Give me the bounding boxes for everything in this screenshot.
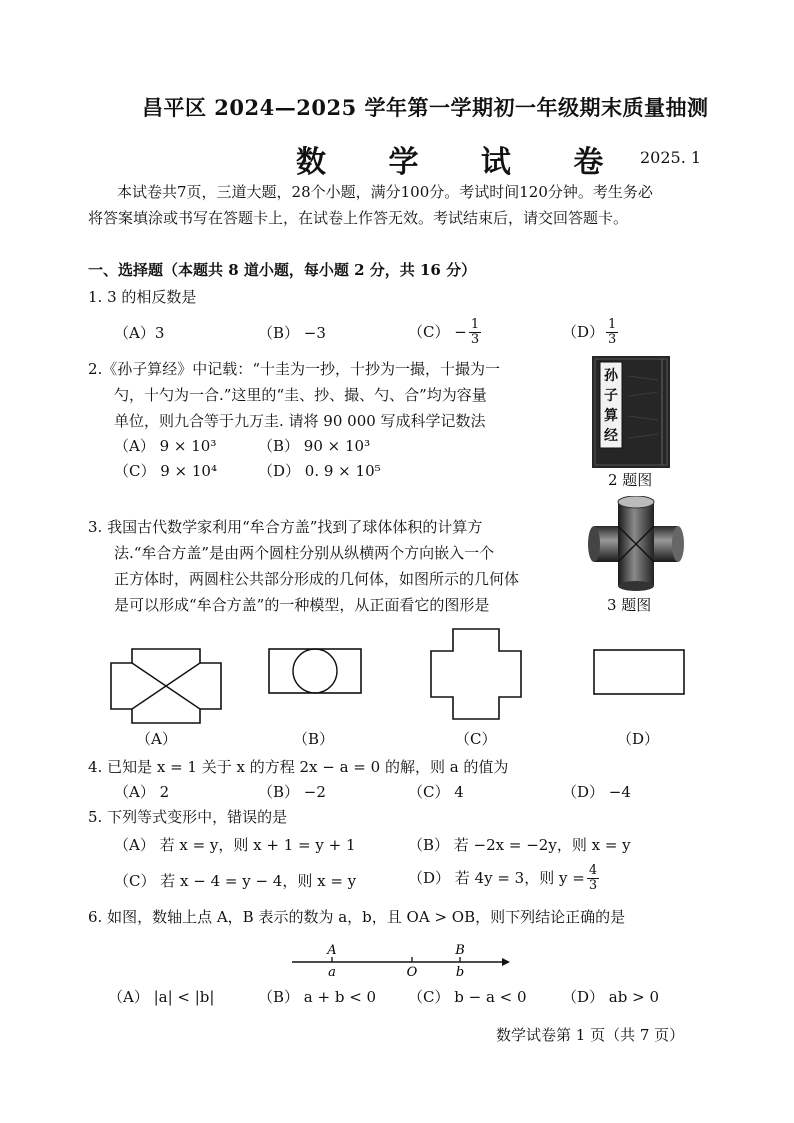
fraction-numerator: 1 <box>470 317 480 332</box>
page-title: 数 学 试 卷 <box>296 145 630 180</box>
intro-line-2: 将答案填涂或书写在答题卡上，在试卷上作答无效。考试结束后，请交回答题卡。 <box>88 209 629 227</box>
q2-line-2: 勺，十勺为一合.”这里的“圭、抄、撮、勺、合”均为容量 <box>114 386 487 404</box>
q6-stem: 6. 如图，数轴上点 A，B 表示的数为 a，b，且 OA > OB，则下列结论正确的是 <box>88 908 626 926</box>
q5-stem: 5. 下列等式变形中，错误的是 <box>88 808 288 826</box>
q1-option-c <box>408 318 481 348</box>
q2-option-b: （B） 90 × 10³ <box>258 437 371 455</box>
q6-option-c: （C） b − a < 0 <box>408 988 527 1006</box>
q1-option-d-prefix: （D） <box>562 323 605 342</box>
exam-header: 昌平区 2024—2025 学年第一学期初一年级期末质量抽测 <box>142 95 709 120</box>
q3-option-d-label: （D） <box>617 730 660 748</box>
q3-option-b-figure <box>268 648 362 694</box>
q3-option-a-label: （A） <box>136 730 177 748</box>
q2-figure-caption: 2 题图 <box>608 471 653 489</box>
point-B-label: B <box>455 943 465 958</box>
point-a-value: a <box>328 965 336 980</box>
sunzi-suanjing-book-image <box>592 356 670 468</box>
q1-option-d <box>562 318 618 348</box>
page-footer: 数学试卷第 1 页（共 7 页） <box>496 1026 685 1044</box>
q3-line-1: 3. 我国古代数学家利用“牟合方盖”找到了球体体积的计算方 <box>88 518 483 536</box>
point-A-label: A <box>327 943 337 958</box>
q3-option-c-figure <box>430 628 522 720</box>
intro-line-1: 本试卷共7页，三道大题，28个小题，满分100分。考试时间120分钟。考生务必 <box>117 183 653 201</box>
q6-option-b: （B） a + b < 0 <box>258 988 377 1006</box>
q1-option-a: （A）3 <box>114 324 165 342</box>
book-title-char: 孙 <box>604 368 618 384</box>
q2-line-1: 2.《孙子算经》中记载：“十圭为一抄，十抄为一撮，十撮为一 <box>88 360 500 378</box>
exam-date: 2025. 1 <box>640 148 702 167</box>
q2-line-3: 单位，则九合等于九万圭. 请将 90 000 写成科学记数法 <box>114 412 486 430</box>
q5-option-d-prefix: （D） 若 4y = 3，则 y = <box>408 869 585 888</box>
section-heading: 一、选择题（本题共 8 道小题，每小题 2 分，共 16 分） <box>88 261 477 279</box>
q1-option-c-fraction <box>469 318 481 348</box>
q5-option-b: （B） 若 −2x = −2y，则 x = y <box>408 836 631 854</box>
q2-option-c: （C） 9 × 10⁴ <box>114 462 217 480</box>
q6-option-a: （A） |a| < |b| <box>108 988 215 1006</box>
origin-O-label: O <box>406 965 418 980</box>
mouhe-fanggai-model-image <box>586 496 686 592</box>
fraction-denominator: 3 <box>608 332 617 348</box>
book-title-char: 子 <box>604 388 618 404</box>
q1-option-d-fraction <box>606 318 618 348</box>
point-b-value: b <box>455 965 465 980</box>
q1-option-c-prefix: （C） − <box>408 323 467 342</box>
q3-option-b-label: （B） <box>293 730 335 748</box>
q4-option-b: （B） −2 <box>258 783 326 801</box>
q1-stem: 1. 3 的相反数是 <box>88 288 197 306</box>
fraction-numerator: 1 <box>608 317 617 332</box>
q5-option-d-fraction <box>587 864 599 894</box>
q3-option-a-figure <box>110 648 222 724</box>
q4-stem: 4. 已知是 x = 1 关于 x 的方程 2x − a = 0 的解，则 a 的值为 <box>88 758 509 776</box>
q5-option-c: （C） 若 x − 4 = y − 4，则 x = y <box>114 872 357 890</box>
fraction-denominator: 3 <box>588 878 598 894</box>
q3-line-2: 法.“牟合方盖”是由两个圆柱分别从纵横两个方向嵌入一个 <box>114 544 495 562</box>
q3-option-c-label: （C） <box>455 730 497 748</box>
fraction-numerator: 4 <box>588 863 598 878</box>
q6-option-d: （D） ab > 0 <box>562 988 659 1006</box>
q5-option-d <box>408 864 599 894</box>
q3-figure-caption: 3 题图 <box>607 596 652 614</box>
q5-option-a: （A） 若 x = y，则 x + 1 = y + 1 <box>114 836 356 854</box>
fraction-denominator: 3 <box>470 332 480 348</box>
book-title-char: 经 <box>604 428 618 444</box>
book-title-char: 算 <box>604 408 618 424</box>
q2-option-a: （A） 9 × 10³ <box>114 437 217 455</box>
q3-line-3: 正方体时，两圆柱公共部分形成的几何体，如图所示的几何体 <box>114 570 520 588</box>
q3-line-4: 是可以形成“牟合方盖”的一种模型，从正面看它的图形是 <box>114 596 490 614</box>
q4-option-a: （A） 2 <box>114 783 170 801</box>
q6-number-line <box>288 940 512 980</box>
q4-option-c: （C） 4 <box>408 783 464 801</box>
q3-option-d-figure <box>593 649 685 695</box>
q1-option-b: （B） −3 <box>258 324 326 342</box>
q2-option-d: （D） 0. 9 × 10⁵ <box>258 462 381 480</box>
q4-option-d: （D） −4 <box>562 783 631 801</box>
arrow-right-icon <box>502 958 510 966</box>
